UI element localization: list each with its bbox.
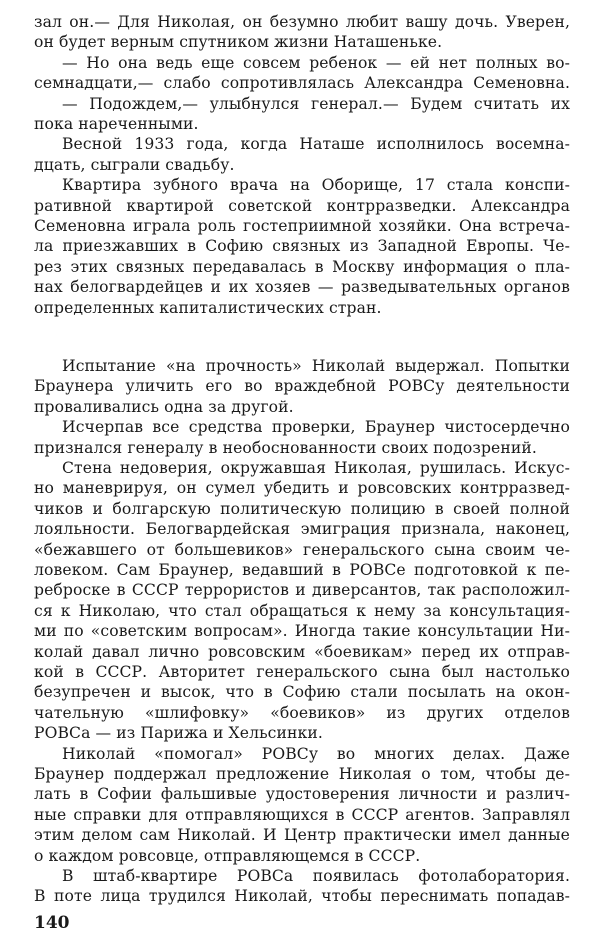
text-line: рез этих связных передавалась в Москву информация о пла- [34,257,570,276]
text-line: РОВСа — из Парижа и Хельсинки. [34,724,323,743]
text-line: ративной квартирой советской контрразведки. Александра [34,196,570,215]
text-line: кой в СССР. Авторитет генеральского сына был настолько [34,663,570,681]
text-line: Семеновна играла роль гостеприимной хозяйки. Она встреча- [34,217,570,235]
text-line: лояльности. Белогвардейская эмиграция признала, наконец, [34,520,570,539]
text-line: ла приезжавших в Софию связных из Западной Европы. Че- [34,237,570,256]
text-line: Стена недоверия, окружавшая Николая, рушилась. Искус- [62,459,570,477]
text-line: безупречен и высок, что в Софию стали посылать на окон- [34,683,570,702]
text-line: чиков и болгарскую политическую полицию в своей полной [34,499,570,518]
text-line: Браунер поддержал предложение Николая о том, чтобы де- [34,765,570,783]
text-line: В поте лица трудился Николай, чтобы переснимать попадав- [34,887,570,906]
text-line: семнадцати,— слабо сопротивлялась Александра Семеновна. [34,74,570,93]
text-line: он будет верным спутником жизни Наташеньке. [34,33,443,52]
text-line: — Но она ведь еще совсем ребенок — ей нет полных во- [62,53,570,72]
text-line: проваливались одна за другой. [34,397,294,416]
text-line: ми по «советским вопросам». Иногда такие консультации Ни- [34,622,570,641]
text-line: Испытание «на прочность» Николай выдержал. Попытки [62,357,570,375]
page-number: 140 [34,913,70,933]
text-line: пока нареченными. [34,115,199,133]
text-line: признался генералу в необоснованности своих подозрений. [34,438,537,457]
text-line: ные справки для отправляющихся в СССР агентов. Заправлял [34,805,570,824]
text-line: ловеком. Сам Браунер, ведавший в РОВСе подготовкой к пе- [34,561,570,579]
text-line: лать в Софии фальшивые удостоверения личности и различ- [34,785,570,804]
text-line: ся к Николаю, что стал обращаться к нему за консультация- [34,601,570,620]
text-line: Николай «помогал» РОВСу во многих делах. Даже [62,744,570,763]
text-line: реброске в СССР террористов и диверсантов, так расположил- [34,581,570,600]
text-line: о каждом ровсовце, отправляющемся в СССР. [34,846,421,865]
text-line: — Подождем,— улыбнулся генерал.— Будем считать их [62,94,570,113]
text-line: определенных капиталистических стран. [34,298,382,317]
text-line: чательную «шлифовку» «боевиков» из других отделов [34,703,570,722]
text-line: «бежавшего от большевиков» генеральского сына своим че- [34,540,570,559]
text-line: колай давал лично ровсовским «боевикам» перед их отправ- [34,642,570,661]
text-line: нах белогвардейцев и их хозяев — разведывательных органов [34,278,570,297]
text-line: зал он.— Для Николая, он безумно любит вашу дочь. Уверен, [34,13,570,31]
text-line: этим делом сам Николай. И Центр практически имел данные [34,826,570,845]
text-line: Весной 1933 года, когда Наташе исполнилось восемна- [62,135,570,154]
text-line: но маневрируя, он сумел убедить и ровсовских контрразвед- [34,479,570,498]
text-line: Квартира зубного врача на Оборище, 17 стала конспи- [62,176,570,195]
text-line: дцать, сыграли свадьбу. [34,155,235,174]
text-line: Исчерпав все средства проверки, Браунер чистосердечно [62,418,570,437]
text-line: В штаб-квартире РОВСа появилась фотолаборатория. [62,867,570,885]
text-line: Браунера уличить его во враждебной РОВСу деятельности [34,377,570,396]
